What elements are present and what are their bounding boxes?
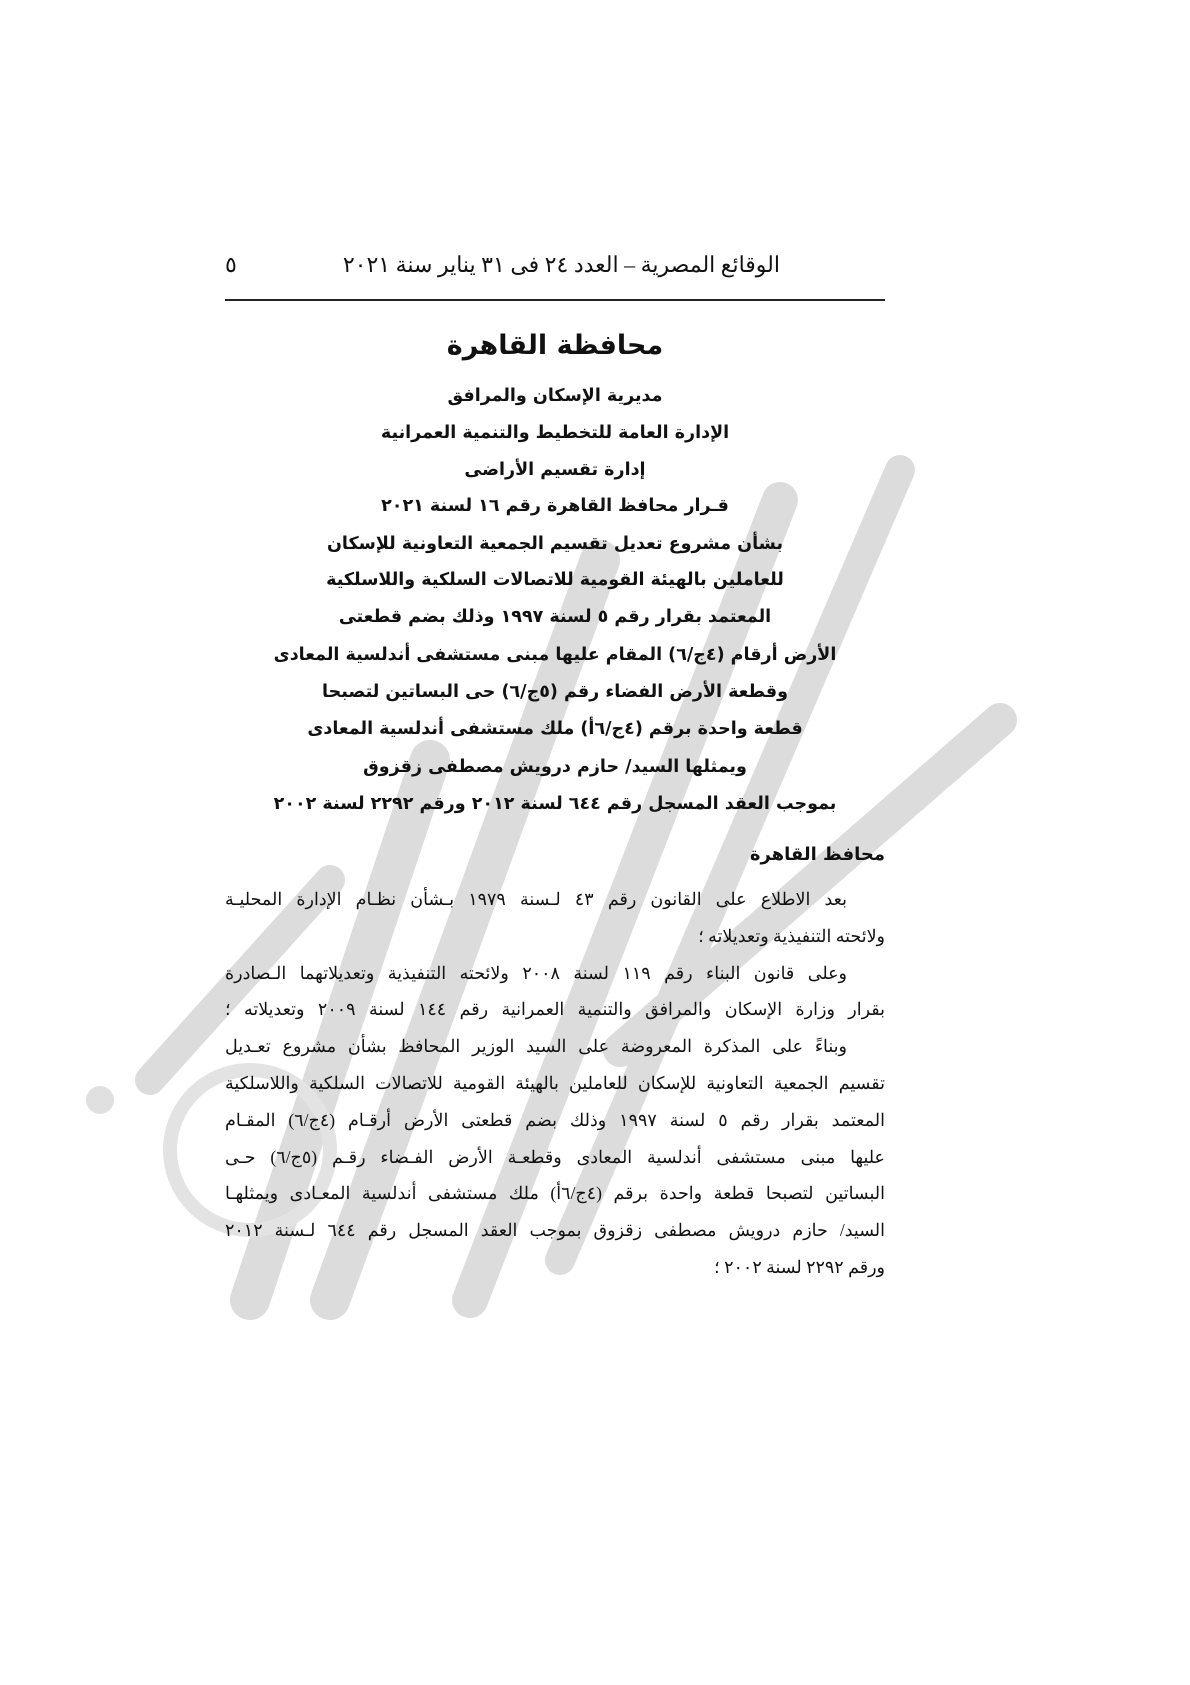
body-line: ولائحته التنفيذية وتعديلاته ؛	[698, 925, 885, 946]
header-rule	[225, 299, 885, 301]
body-line: عليها مبنى مستشفى أندلسية المعادى وقطعـة الأرض الفـضاء رقـم (٥ج/٦) حـى	[225, 1146, 885, 1167]
subtitle-line: المعتمد بقرار رقم ٥ لسنة ١٩٩٧ وذلك بضم قطعتى	[338, 607, 772, 627]
running-title: الوقائع المصرية – العدد ٢٤ فى ٣١ يناير سنة ٢٠٢١	[342, 252, 780, 277]
page-title: محافظة القاهرة	[446, 330, 664, 361]
subtitle-line: مديرية الإسكان والمرافق	[447, 386, 663, 406]
body-line: بقرار وزارة الإسكان والمرافق والتنمية العمرانية رقم ١٤٤ لسنة ٢٠٠٩ وتعديلاته ؛	[225, 999, 885, 1020]
body-line: ورقم ٢٢٩٢ لسنة ٢٠٠٢ ؛	[714, 1256, 885, 1277]
body-line: المعتمد بقرار رقم ٥ لسنة ١٩٩٧ وذلك بضم قطعتى الأرض أرقـام (٤ج/٦) المقـام	[225, 1109, 885, 1130]
body-line: وعلى قانون البناء رقم ١١٩ لسنة ٢٠٠٨ ولائحته التنفيذية وتعديلاتهما الـصادرة	[225, 962, 847, 983]
subtitle-line: قطعة واحدة برقم (٤ج/٦أ) ملك مستشفى أندلسية المعادى	[307, 719, 803, 739]
body-line: البساتين لتصبحا قطعة واحدة برقم (٤ج/٦أ) ملك مستشفى أندلسية المعـادى ويمثلهـا	[225, 1183, 885, 1204]
section-heading: محافظ القاهرة	[749, 844, 885, 865]
subtitle-line: وقطعة الأرض الفضاء رقم (٥ج/٦) حى البساتين لتصبحا	[322, 682, 788, 702]
body-text	[225, 882, 885, 1287]
subtitle-line: الأرض أرقام (٤ج/٦) المقام عليها مبنى مستشفى أندلسية المعادى	[273, 645, 837, 665]
running-header	[225, 252, 885, 288]
page-number: ٥	[225, 252, 237, 277]
body-line: وبناءً على المذكرة المعروضة على السيد الوزير المحافظ بشأن مشروع تعـديل	[225, 1036, 847, 1057]
subtitle-line: بشأن مشروع تعديل تقسيم الجمعية التعاونية للإسكان	[326, 534, 784, 554]
body-line: السيد/ حازم درويش مصطفى زقزوق بموجب العقد المسجل رقم ٦٤٤ لـسنة ٢٠١٢	[225, 1220, 885, 1241]
subtitle-line: للعاملين بالهيئة القومية للاتصالات السلكية واللاسلكية	[326, 570, 784, 590]
decree-title: قـرار محافظ القاهرة رقم ١٦ لسنة ٢٠٢١	[381, 496, 729, 516]
body-line: تقسيم الجمعية التعاونية للإسكان للعاملين بالهيئة القومية للاتصالات السلكية واللاسلكية	[225, 1072, 885, 1093]
body-line: بعد الاطلاع على القانون رقم ٤٣ لـسنة ١٩٧٩ بـشأن نظـام الإدارة المحليـة	[225, 889, 847, 909]
subtitle-line: الإدارة العامة للتخطيط والتنمية العمرانية	[380, 423, 730, 443]
subtitle-line: بموجب العقد المسجل رقم ٦٤٤ لسنة ٢٠١٢ ورقم ٢٢٩٢ لسنة ٢٠٠٢	[273, 794, 837, 814]
subtitle-line: إدارة تقسيم الأراضى	[464, 460, 646, 480]
subtitle-line: ويمثلها السيد/ حازم درويش مصطفى زقزوق	[363, 757, 747, 777]
